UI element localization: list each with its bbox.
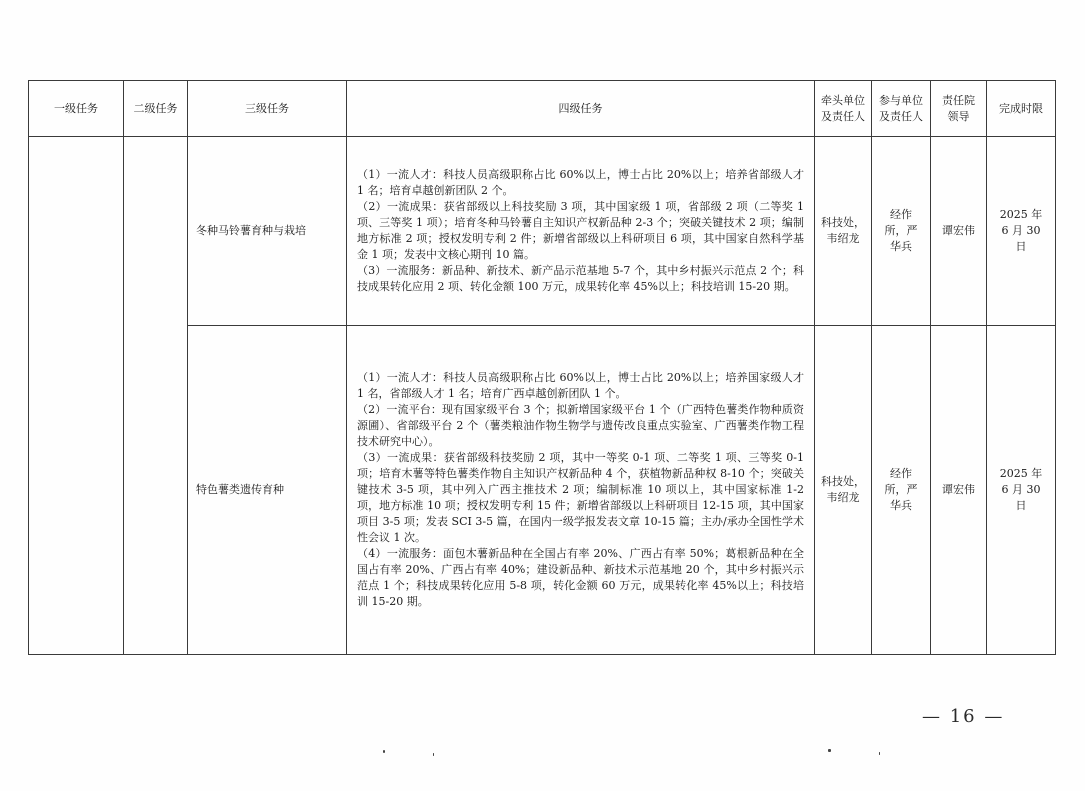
level4-item: （2）一流成果：获省部级以上科技奖励 3 项，其中国家级 1 项，省部级 2 项（二等奖 1 项、三等奖 1 项）；培育冬种马铃薯自主知识产权新品种 2-3 个；突破关键技术 2 项；编制地方标准 2 项；授权发明专利 2 件；新增省部级以上科研项目 6 项，其中国家自然科学基金 1 项；发表中文核心期刊 10 篇。 (357, 200, 804, 261)
level1-cell (29, 137, 124, 655)
task-table (28, 80, 1056, 655)
page-number: — 16 — (922, 706, 1005, 727)
participating-unit-cell: 经作所，严华兵 (872, 137, 931, 326)
table-header-row (29, 81, 1056, 137)
level4-cell (347, 326, 815, 655)
participating-unit-cell: 经作所，严华兵 (872, 326, 931, 655)
level4-item: （4）一流服务：面包木薯新品种在全国占有率 20%、广西占有率 50%；葛根新品种在全国占有率 20%、广西占有率 40%；建设新品种、新技术示范基地 20 个，其中乡村振兴示范点 1 个；科技成果转化应用 5-8 项，转化金额 60 万元，成果转化率 45%以上；科技培训 15-20 期。 (357, 546, 804, 608)
table-row (29, 137, 1056, 326)
deadline-cell: 2025 年 6 月 30 日 (987, 137, 1056, 326)
scan-speck (433, 753, 434, 756)
level3-cell: 特色薯类遗传育种 (188, 326, 347, 655)
level4-item: （2）一流平台：现有国家级平台 3 个；拟新增国家级平台 1 个（广西特色薯类作物种质资源圃）、省部级平台 2 个（薯类粮油作物生物学与遗传改良重点实验室、广西薯类作物工程技术研究中心）。 (357, 403, 804, 449)
lead-unit-cell: 科技处，韦绍龙 (815, 326, 872, 655)
header-level3: 三级任务 (188, 81, 347, 137)
level4-item: （1）一流人才：科技人员高级职称占比 60%以上，博士占比 20%以上；培养国家级人才 1 名，省部级人才 1 名；培育广西卓越创新团队 1 个。 (357, 371, 804, 401)
level2-cell (124, 137, 188, 655)
scan-speck (383, 750, 385, 753)
scan-speck (828, 749, 831, 752)
level3-cell: 冬种马铃薯育种与栽培 (188, 137, 347, 326)
scan-speck (879, 752, 880, 755)
header-level1: 一级任务 (29, 81, 124, 137)
level4-item: （3）一流成果：获省部级科技奖励 2 项，其中一等奖 0-1 项、二等奖 1 项、三等奖 0-1 项；培育木薯等特色薯类作物自主知识产权新品种 4 个，获植物新品种权 8-10 个；突破关键技术 3-5 项，其中列入广西主推技术 2 项；编制标准 10 项以上，其中国家标准 1-2 项，地方标准 10 项；授权发明专利 15 件；新增省部级以上科研项目 12-15 项，其中国家项目 3-5 项；发表 SCI 3-5 篇，在国内一级学报发表文章 10-15 篇；主办/承办全国性学术性会议 1 次。 (357, 451, 804, 544)
lead-unit-cell: 科技处，韦绍龙 (815, 137, 872, 326)
level4-item: （1）一流人才：科技人员高级职称占比 60%以上，博士占比 20%以上；培养省部级人才 1 名；培育卓越创新团队 2 个。 (357, 168, 804, 198)
leader-cell: 谭宏伟 (931, 137, 987, 326)
level4-cell (347, 137, 815, 326)
deadline-cell: 2025 年 6 月 30 日 (987, 326, 1056, 655)
header-deadline: 完成时限 (987, 81, 1056, 137)
header-lead-unit: 牵头单位及责任人 (815, 81, 872, 137)
header-participating-unit: 参与单位及责任人 (872, 81, 931, 137)
level4-item: （3）一流服务：新品种、新技术、新产品示范基地 5-7 个，其中乡村振兴示范点 2 个；科技成果转化应用 2 项、转化金额 100 万元，成果转化率 45%以上；科技培训 15-20 期。 (357, 263, 804, 293)
leader-cell: 谭宏伟 (931, 326, 987, 655)
header-level2: 二级任务 (124, 81, 188, 137)
header-level4: 四级任务 (347, 81, 815, 137)
header-leader: 责任院领导 (931, 81, 987, 137)
